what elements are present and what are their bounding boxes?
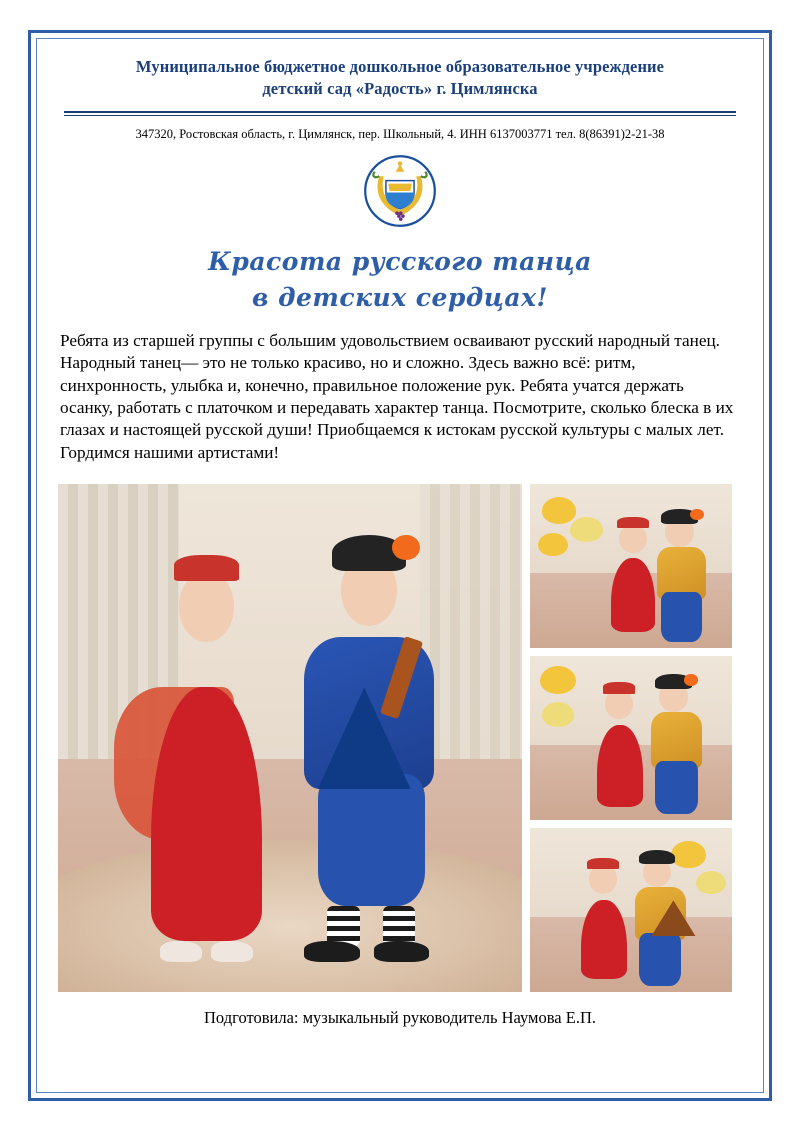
organization-title-line-2: детский сад «Радость» г. Цимлянска (262, 79, 538, 99)
photo1-girl-kokoshnik (617, 517, 649, 528)
photo-rug (58, 840, 522, 992)
photo3-boy-cap (639, 850, 675, 865)
photo-side-children-with-balalaika-3 (530, 828, 732, 992)
organization-title (58, 56, 742, 101)
photo-boy-shoe-left (304, 941, 360, 961)
photo-side-column (530, 484, 732, 992)
photo1-balloon-yellow-1 (542, 497, 576, 523)
photo-boy-sock-left (327, 906, 359, 947)
photo2-girl-kokoshnik (603, 682, 635, 693)
photo-boy-cap-flower (392, 535, 420, 560)
photo1-girl-dress (611, 558, 655, 632)
photo-boy-shoe-right (374, 941, 430, 961)
photo-girl-kokoshnik (174, 555, 239, 580)
photo1-boy-cap-flower (690, 509, 704, 520)
photo-side-children-with-balloons-1 (530, 484, 732, 648)
photo-boy-pants (318, 774, 425, 906)
organization-title-line-1: Муниципальное бюджетное дошкольное образовательное учреждение (135, 57, 665, 76)
photo1-balloon-yellow-2 (570, 517, 602, 542)
document-caption: Подготовила: музыкальный руководитель Наумова Е.П. (204, 1008, 596, 1028)
photo-girl-head (179, 571, 235, 642)
photo1-boy-pants (661, 592, 701, 641)
document-content (58, 56, 742, 1028)
coat-of-arms-emblem (363, 154, 437, 228)
header-rule-thin (64, 115, 736, 116)
photo2-boy-cap-flower (684, 674, 698, 685)
header-rule-thick (64, 111, 736, 113)
organization-address: 347320, Ростовская область, г. Цимлянск, пер. Школьный, 4. ИНН 6137003771 тел. 8(86391)2-21-38 (135, 126, 665, 141)
photo3-balloon-yellow-1 (671, 841, 705, 867)
photo-boy-sock-right (383, 906, 415, 947)
photo3-girl-dress (581, 900, 627, 979)
photo2-balloon-yellow-2 (542, 702, 574, 727)
photo-gallery (58, 484, 742, 992)
photo2-boy-pants (655, 761, 697, 813)
photo-main-two-children-dancing (58, 484, 522, 992)
photo1-boy-shirt (657, 547, 705, 599)
photo3-balloon-yellow-2 (696, 871, 726, 894)
photo-girl-shoe-left (160, 941, 202, 961)
photo3-floor (530, 917, 732, 992)
page-title (58, 244, 742, 317)
emblem-container (58, 154, 742, 228)
photo3-boy-pants (639, 933, 681, 985)
photo-side-children-facing-2 (530, 656, 732, 820)
photo-girl-shoe-right (211, 941, 253, 961)
headline-line-2: в детских сердцах! (252, 282, 548, 312)
article-body: Ребята из старшей группы с большим удовольствием осваивают русский народный танец. Народный танец— это не только красиво, но и сложно. Здесь важно всё: ритм, синхронность, улыбка и, конечно, правильное положение рук. Ребята учатся держать осанку, работать с платочком и передавать характер танца. Посмотрите, сколько блеска в их глазах и настоящей русской души! Приобщаемся к истокам русской культуры с малых лет. Гордимся нашими артистами! (60, 331, 734, 462)
photo2-girl-dress (597, 725, 643, 807)
photo3-girl-kokoshnik (587, 858, 619, 869)
photo2-balloon-yellow-1 (540, 666, 576, 694)
photo2-boy-shirt (651, 712, 702, 768)
headline-line-1: Красота русского танца (208, 246, 592, 276)
